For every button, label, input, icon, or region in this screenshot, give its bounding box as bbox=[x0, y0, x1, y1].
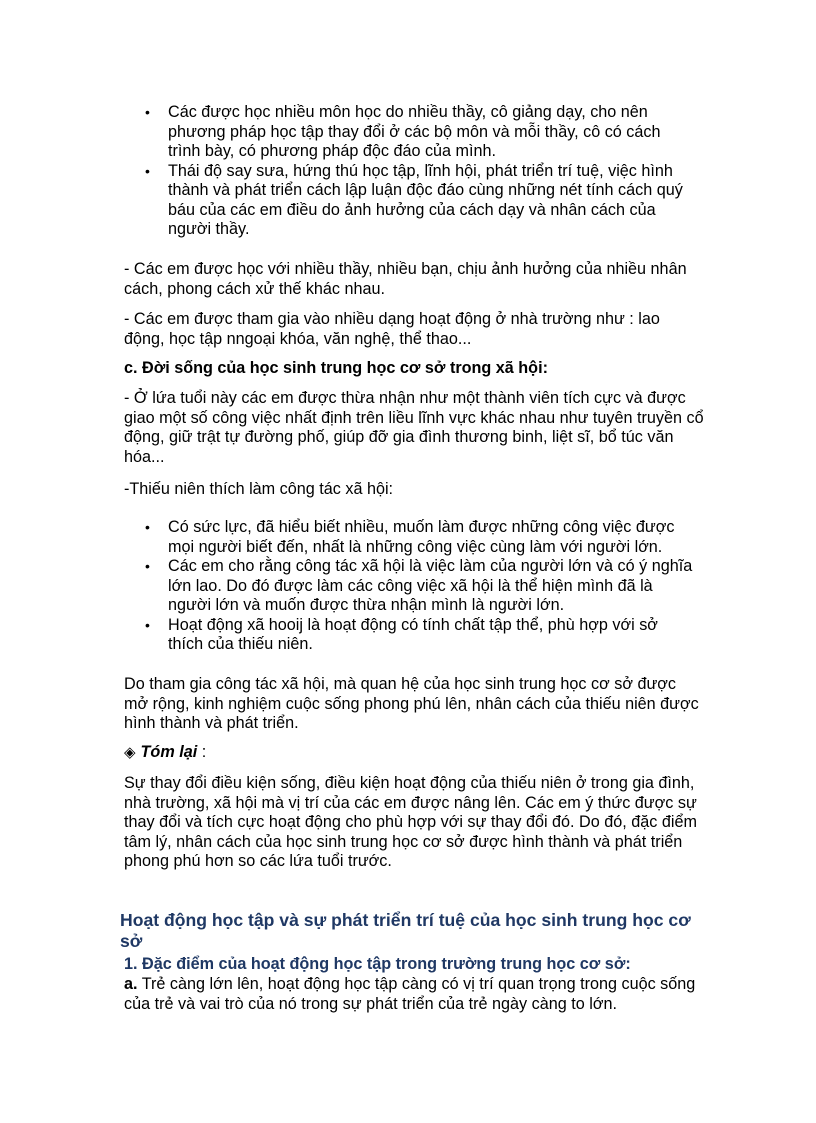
list-item-text: Thái độ say sưa, hứng thú học tập, lĩnh hội, phát triển trí tuệ, việc hình thành và phát triển cách lập luận độc đáo cùng những nét tính cách quý báu của các em điều do ảnh hưởng của cách dạy và nhân cách của người thầy. bbox=[168, 161, 683, 238]
paragraph: - Các em được học với nhiều thầy, nhiều bạn, chịu ảnh hưởng của nhiều nhân cách, phong cách xử thế khác nhau. bbox=[124, 260, 687, 298]
list-item-text: Có sức lực, đã hiểu biết nhiều, muốn làm được những công việc được mọi người biết đến, nhất là những công việc cùng làm với người lớn. bbox=[168, 518, 675, 556]
subsection-title: 1. Đặc điểm của hoạt động học tập trong trường trung học cơ sở: bbox=[124, 955, 631, 973]
paragraph: - Ở lứa tuổi này các em được thừa nhận như một thành viên tích cực và được giao một số công việc nhất định trên liều lĩnh vực khác nhau như tuyên truyền cổ động, giữ trật tự đường phố, giúp đỡ gia đình thương binh, liệt sĩ, bổ túc văn hóa... bbox=[124, 389, 704, 466]
list-item-text: Hoạt động xã hooij là hoạt động có tính chất tập thể, phù hợp với sở thích của thiếu niên. bbox=[168, 615, 658, 653]
bullet-icon: • bbox=[145, 616, 150, 633]
paragraph bbox=[124, 975, 704, 1014]
bullet-icon: • bbox=[145, 519, 150, 535]
bullet-icon: • bbox=[145, 162, 150, 179]
section-title: Hoạt động học tập và sự phát triển trí tuệ của học sinh trung học cơ sở bbox=[120, 910, 691, 951]
paragraph: Do tham gia công tác xã hội, mà quan hệ của học sinh trung học cơ sở được mở rộng, kinh nghiệm cuộc sống phong phú lên, nhân cách của thiếu niên được hình thành và phát triển. bbox=[124, 675, 699, 732]
subheading-c: c. Đời sống của học sinh trung học cơ sở trong xã hội: bbox=[124, 359, 548, 377]
diamond-icon: ◈ bbox=[124, 744, 136, 761]
list-item-text: Các em cho rằng công tác xã hội là việc làm của người lớn và có ý nghĩa lớn lao. Do đó được làm các công việc xã hội là thể hiện mình đã là người lớn và muốn được thừa nhận mình là người lớn. bbox=[168, 557, 693, 614]
paragraph: Sự thay đổi điều kiện sống, điều kiện hoạt động của thiếu niên ở trong gia đình, nhà trường, xã hội mà vị trí của các em được nâng lên. Các em ý thức được sự thay đổi và tích cực hoạt động cho phù hợp với sự thay đổi đó. Do đó, đặc điểm tâm lý, nhân cách của học sinh trung học cơ sở được hình thành và phát triển phong phú hơn so các lứa tuổi trước. bbox=[124, 774, 697, 870]
bullet-icon: • bbox=[145, 104, 150, 120]
list-item bbox=[0, 518, 694, 557]
paragraph: - Các em được tham gia vào nhiều dạng hoạt động ở nhà trường như : lao động, học tập nngoại khóa, văn nghệ, thể thao... bbox=[124, 310, 660, 348]
bullet-list-2 bbox=[0, 518, 816, 655]
list-item bbox=[0, 103, 694, 162]
list-item bbox=[0, 616, 694, 655]
summary-label: Tóm lại bbox=[140, 743, 198, 761]
paragraph-label: a. bbox=[124, 975, 138, 993]
list-item bbox=[0, 557, 694, 616]
list-item-text: Các được học nhiều môn học do nhiều thầy, cô giảng dạy, cho nên phương pháp học tập thay đổi ở các bộ môn và mỗi thầy, cô có cách trình bày, có phương pháp độc đáo của mình. bbox=[168, 103, 661, 160]
bullet-icon: • bbox=[145, 558, 150, 574]
bullet-list-1 bbox=[0, 103, 816, 240]
list-item bbox=[0, 162, 694, 240]
summary-heading bbox=[124, 743, 704, 763]
summary-colon: : bbox=[197, 743, 207, 761]
paragraph-text: Trẻ càng lớn lên, hoạt động học tập càng có vị trí quan trọng trong cuộc sống của trẻ và vai trò của nó trong sự phát triển của trẻ ngày càng to lớn. bbox=[124, 975, 696, 1013]
paragraph: -Thiếu niên thích làm công tác xã hội: bbox=[124, 480, 394, 498]
